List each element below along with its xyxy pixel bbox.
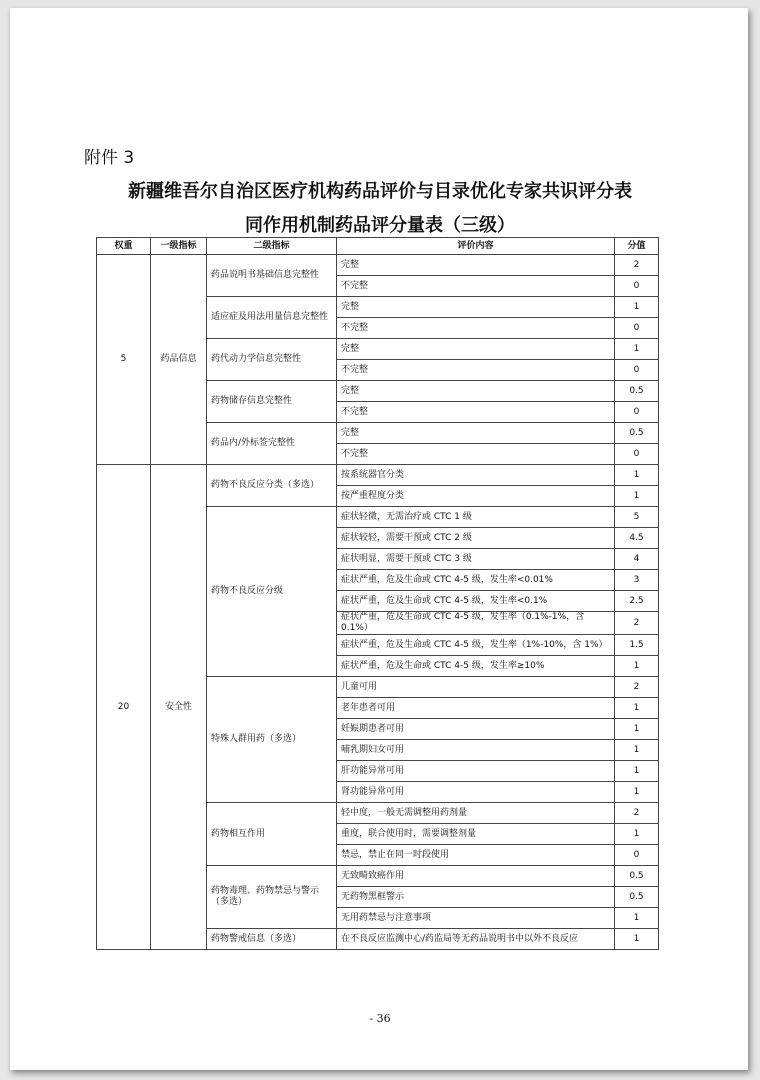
evaluation-content-cell: 按严重程度分类 <box>337 486 615 507</box>
score-cell: 0 <box>615 360 659 381</box>
score-cell: 1 <box>615 782 659 803</box>
evaluation-content-cell: 症状严重，危及生命或 CTC 4-5 级，发生率<0.1% <box>337 591 615 612</box>
score-cell: 2 <box>615 612 659 635</box>
evaluation-content-cell: 无用药禁忌与注意事项 <box>337 908 615 929</box>
secondary-indicator-cell: 药物警戒信息（多选） <box>207 929 337 950</box>
score-cell: 1 <box>615 740 659 761</box>
score-table <box>96 237 659 950</box>
secondary-indicator-cell: 药物不良反应分类（多选） <box>207 465 337 507</box>
header-score: 分值 <box>615 238 659 255</box>
header-secondary-indicator: 二级指标 <box>207 238 337 255</box>
evaluation-content-cell: 重度，联合使用时，需要调整剂量 <box>337 824 615 845</box>
evaluation-content-cell: 完整 <box>337 381 615 402</box>
evaluation-content-cell: 完整 <box>337 339 615 360</box>
table-row <box>97 465 659 486</box>
evaluation-content-cell: 症状严重，危及生命或 CTC 4-5 级，发生率<0.01% <box>337 570 615 591</box>
evaluation-content-cell: 儿童可用 <box>337 677 615 698</box>
score-cell: 0 <box>615 402 659 423</box>
secondary-indicator-cell: 药物不良反应分级 <box>207 507 337 677</box>
score-cell: 0.5 <box>615 887 659 908</box>
secondary-indicator-cell: 药物毒理、药物禁忌与警示（多选） <box>207 866 337 929</box>
score-cell: 1 <box>615 698 659 719</box>
evaluation-content-cell: 按系统器官分类 <box>337 465 615 486</box>
score-cell: 1.5 <box>615 635 659 656</box>
evaluation-content-cell: 无致畸致癌作用 <box>337 866 615 887</box>
header-weight: 权重 <box>97 238 151 255</box>
secondary-indicator-cell: 药物储存信息完整性 <box>207 381 337 423</box>
score-cell: 0.5 <box>615 381 659 402</box>
evaluation-content-cell: 症状严重，危及生命或 CTC 4-5 级，发生率（0.1%-1%，含 0.1%） <box>337 612 615 635</box>
score-cell: 1 <box>615 297 659 318</box>
evaluation-content-cell: 症状严重，危及生命或 CTC 4-5 级，发生率≥10% <box>337 656 615 677</box>
score-cell: 1 <box>615 824 659 845</box>
evaluation-content-cell: 完整 <box>337 255 615 276</box>
evaluation-content-cell: 轻中度，一般无需调整用药剂量 <box>337 803 615 824</box>
evaluation-content-cell: 完整 <box>337 297 615 318</box>
score-cell: 2 <box>615 803 659 824</box>
score-cell: 4 <box>615 549 659 570</box>
score-cell: 1 <box>615 719 659 740</box>
secondary-indicator-cell: 适应症及用法用量信息完整性 <box>207 297 337 339</box>
weight-cell: 20 <box>97 465 151 950</box>
score-cell: 0.5 <box>615 423 659 444</box>
evaluation-content-cell: 症状明显，需要干预或 CTC 3 级 <box>337 549 615 570</box>
score-cell: 0.5 <box>615 866 659 887</box>
evaluation-content-cell: 症状较轻，需要干预或 CTC 2 级 <box>337 528 615 549</box>
weight-cell: 5 <box>97 255 151 465</box>
score-cell: 0 <box>615 845 659 866</box>
evaluation-content-cell: 妊娠期患者可用 <box>337 719 615 740</box>
evaluation-content-cell: 不完整 <box>337 402 615 423</box>
score-cell: 2 <box>615 255 659 276</box>
score-cell: 1 <box>615 339 659 360</box>
score-cell: 0 <box>615 444 659 465</box>
score-cell: 3 <box>615 570 659 591</box>
table-header-row <box>97 238 659 255</box>
evaluation-content-cell: 症状严重，危及生命或 CTC 4-5 级，发生率（1%-10%，含 1%） <box>337 635 615 656</box>
evaluation-content-cell: 老年患者可用 <box>337 698 615 719</box>
evaluation-content-cell: 哺乳期妇女可用 <box>337 740 615 761</box>
score-cell: 5 <box>615 507 659 528</box>
secondary-indicator-cell: 药品说明书基础信息完整性 <box>207 255 337 297</box>
evaluation-content-cell: 在不良反应监测中心/药监局等无药品说明书中以外不良反应 <box>337 929 615 950</box>
page-number: - 36 <box>369 1012 391 1025</box>
evaluation-content-cell: 肝功能异常可用 <box>337 761 615 782</box>
document-subtitle: 同作用机制药品评分量表（三级） <box>245 215 515 236</box>
score-cell: 1 <box>615 656 659 677</box>
score-cell: 1 <box>615 761 659 782</box>
evaluation-content-cell: 肾功能异常可用 <box>337 782 615 803</box>
score-cell: 1 <box>615 929 659 950</box>
header-evaluation-content: 评价内容 <box>337 238 615 255</box>
score-cell: 1 <box>615 908 659 929</box>
score-cell: 1 <box>615 486 659 507</box>
secondary-indicator-cell: 特殊人群用药（多选） <box>207 677 337 803</box>
evaluation-content-cell: 不完整 <box>337 276 615 297</box>
secondary-indicator-cell: 药物相互作用 <box>207 803 337 866</box>
primary-indicator-cell: 药品信息 <box>151 255 207 465</box>
evaluation-content-cell: 不完整 <box>337 360 615 381</box>
table-row <box>97 255 659 276</box>
evaluation-content-cell: 完整 <box>337 423 615 444</box>
score-cell: 4.5 <box>615 528 659 549</box>
document-title: 新疆维吾尔自治区医疗机构药品评价与目录优化专家共识评分表 <box>128 181 632 202</box>
secondary-indicator-cell: 药品内/外标签完整性 <box>207 423 337 465</box>
evaluation-content-cell: 不完整 <box>337 318 615 339</box>
evaluation-content-cell: 无药物黑框警示 <box>337 887 615 908</box>
header-primary-indicator: 一级指标 <box>151 238 207 255</box>
secondary-indicator-cell: 药代动力学信息完整性 <box>207 339 337 381</box>
evaluation-content-cell: 症状轻微，无需治疗或 CTC 1 级 <box>337 507 615 528</box>
attachment-label: 附件 3 <box>84 148 135 168</box>
score-cell: 2.5 <box>615 591 659 612</box>
score-cell: 0 <box>615 276 659 297</box>
score-cell: 2 <box>615 677 659 698</box>
score-cell: 0 <box>615 318 659 339</box>
evaluation-content-cell: 不完整 <box>337 444 615 465</box>
evaluation-content-cell: 禁忌，禁止在同一时段使用 <box>337 845 615 866</box>
primary-indicator-cell: 安全性 <box>151 465 207 950</box>
score-cell: 1 <box>615 465 659 486</box>
